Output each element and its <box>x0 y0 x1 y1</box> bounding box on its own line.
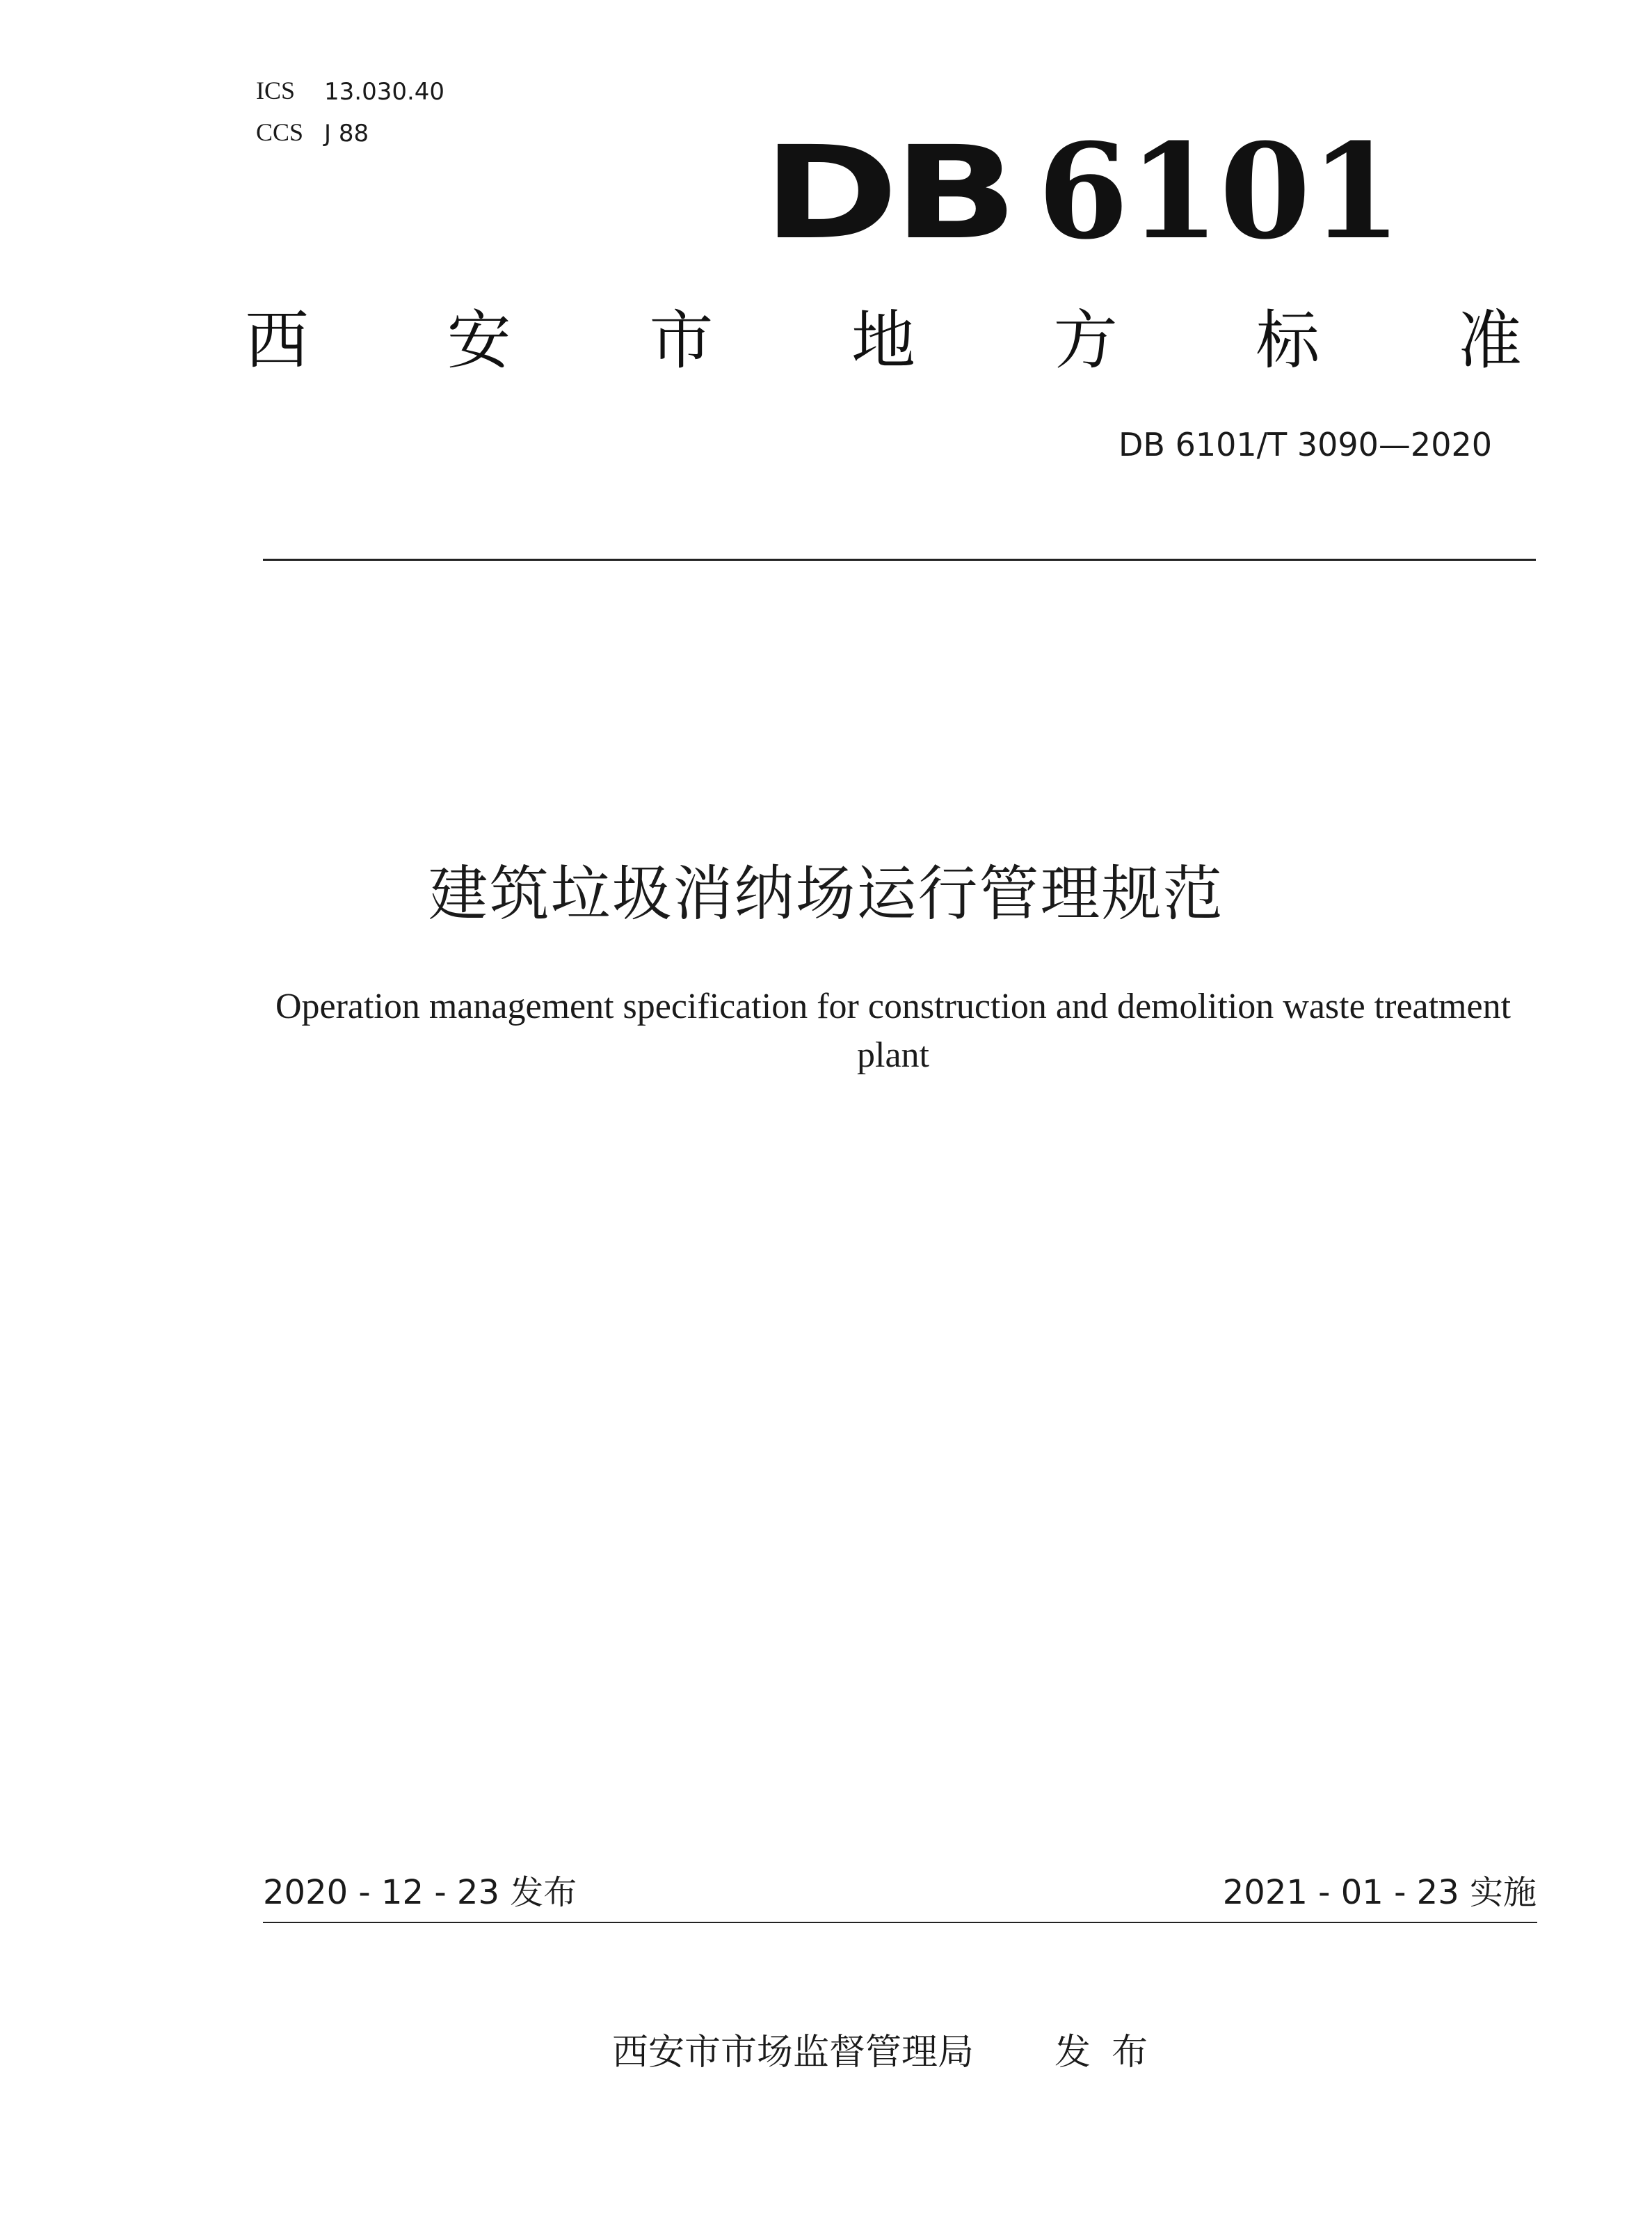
implementation-date: 2021 - 01 - 23 实施 <box>1222 1873 1537 1912</box>
standard-type-char: 方 <box>1053 303 1118 378</box>
standard-type-char: 西 <box>245 303 310 378</box>
bottom-divider <box>263 1922 1537 1923</box>
issue-date: 2020 - 12 - 23 发布 <box>263 1873 577 1912</box>
standard-number: DB 6101/T 3090—2020 <box>1118 426 1492 463</box>
standard-type-char: 地 <box>851 303 915 378</box>
standard-type-char: 标 <box>1256 303 1320 378</box>
db-logo-letters: DB <box>762 119 1013 268</box>
db-logo <box>762 115 1402 269</box>
standard-type-char: 安 <box>447 303 511 378</box>
document-title-cn: 建筑垃圾消纳场运行管理规范 <box>428 859 1224 929</box>
ics-label: ICS <box>256 77 296 104</box>
ccs-label: CCS <box>256 118 304 146</box>
standard-type-char: 准 <box>1457 303 1522 378</box>
ccs-code: J 88 <box>324 120 369 148</box>
top-divider <box>263 559 1536 561</box>
standard-type-title <box>245 303 1522 378</box>
db-logo-digits: 6101 <box>1037 115 1402 269</box>
document-title-en: Operation management specification for construction and demolition waste treatment plant <box>275 987 1511 1075</box>
publisher-name: 西安市市场监督管理局 <box>612 2032 975 2073</box>
standard-type-char: 市 <box>649 303 714 378</box>
publish-label: 发布 <box>1054 2032 1169 2073</box>
ics-code: 13.030.40 <box>324 78 445 106</box>
